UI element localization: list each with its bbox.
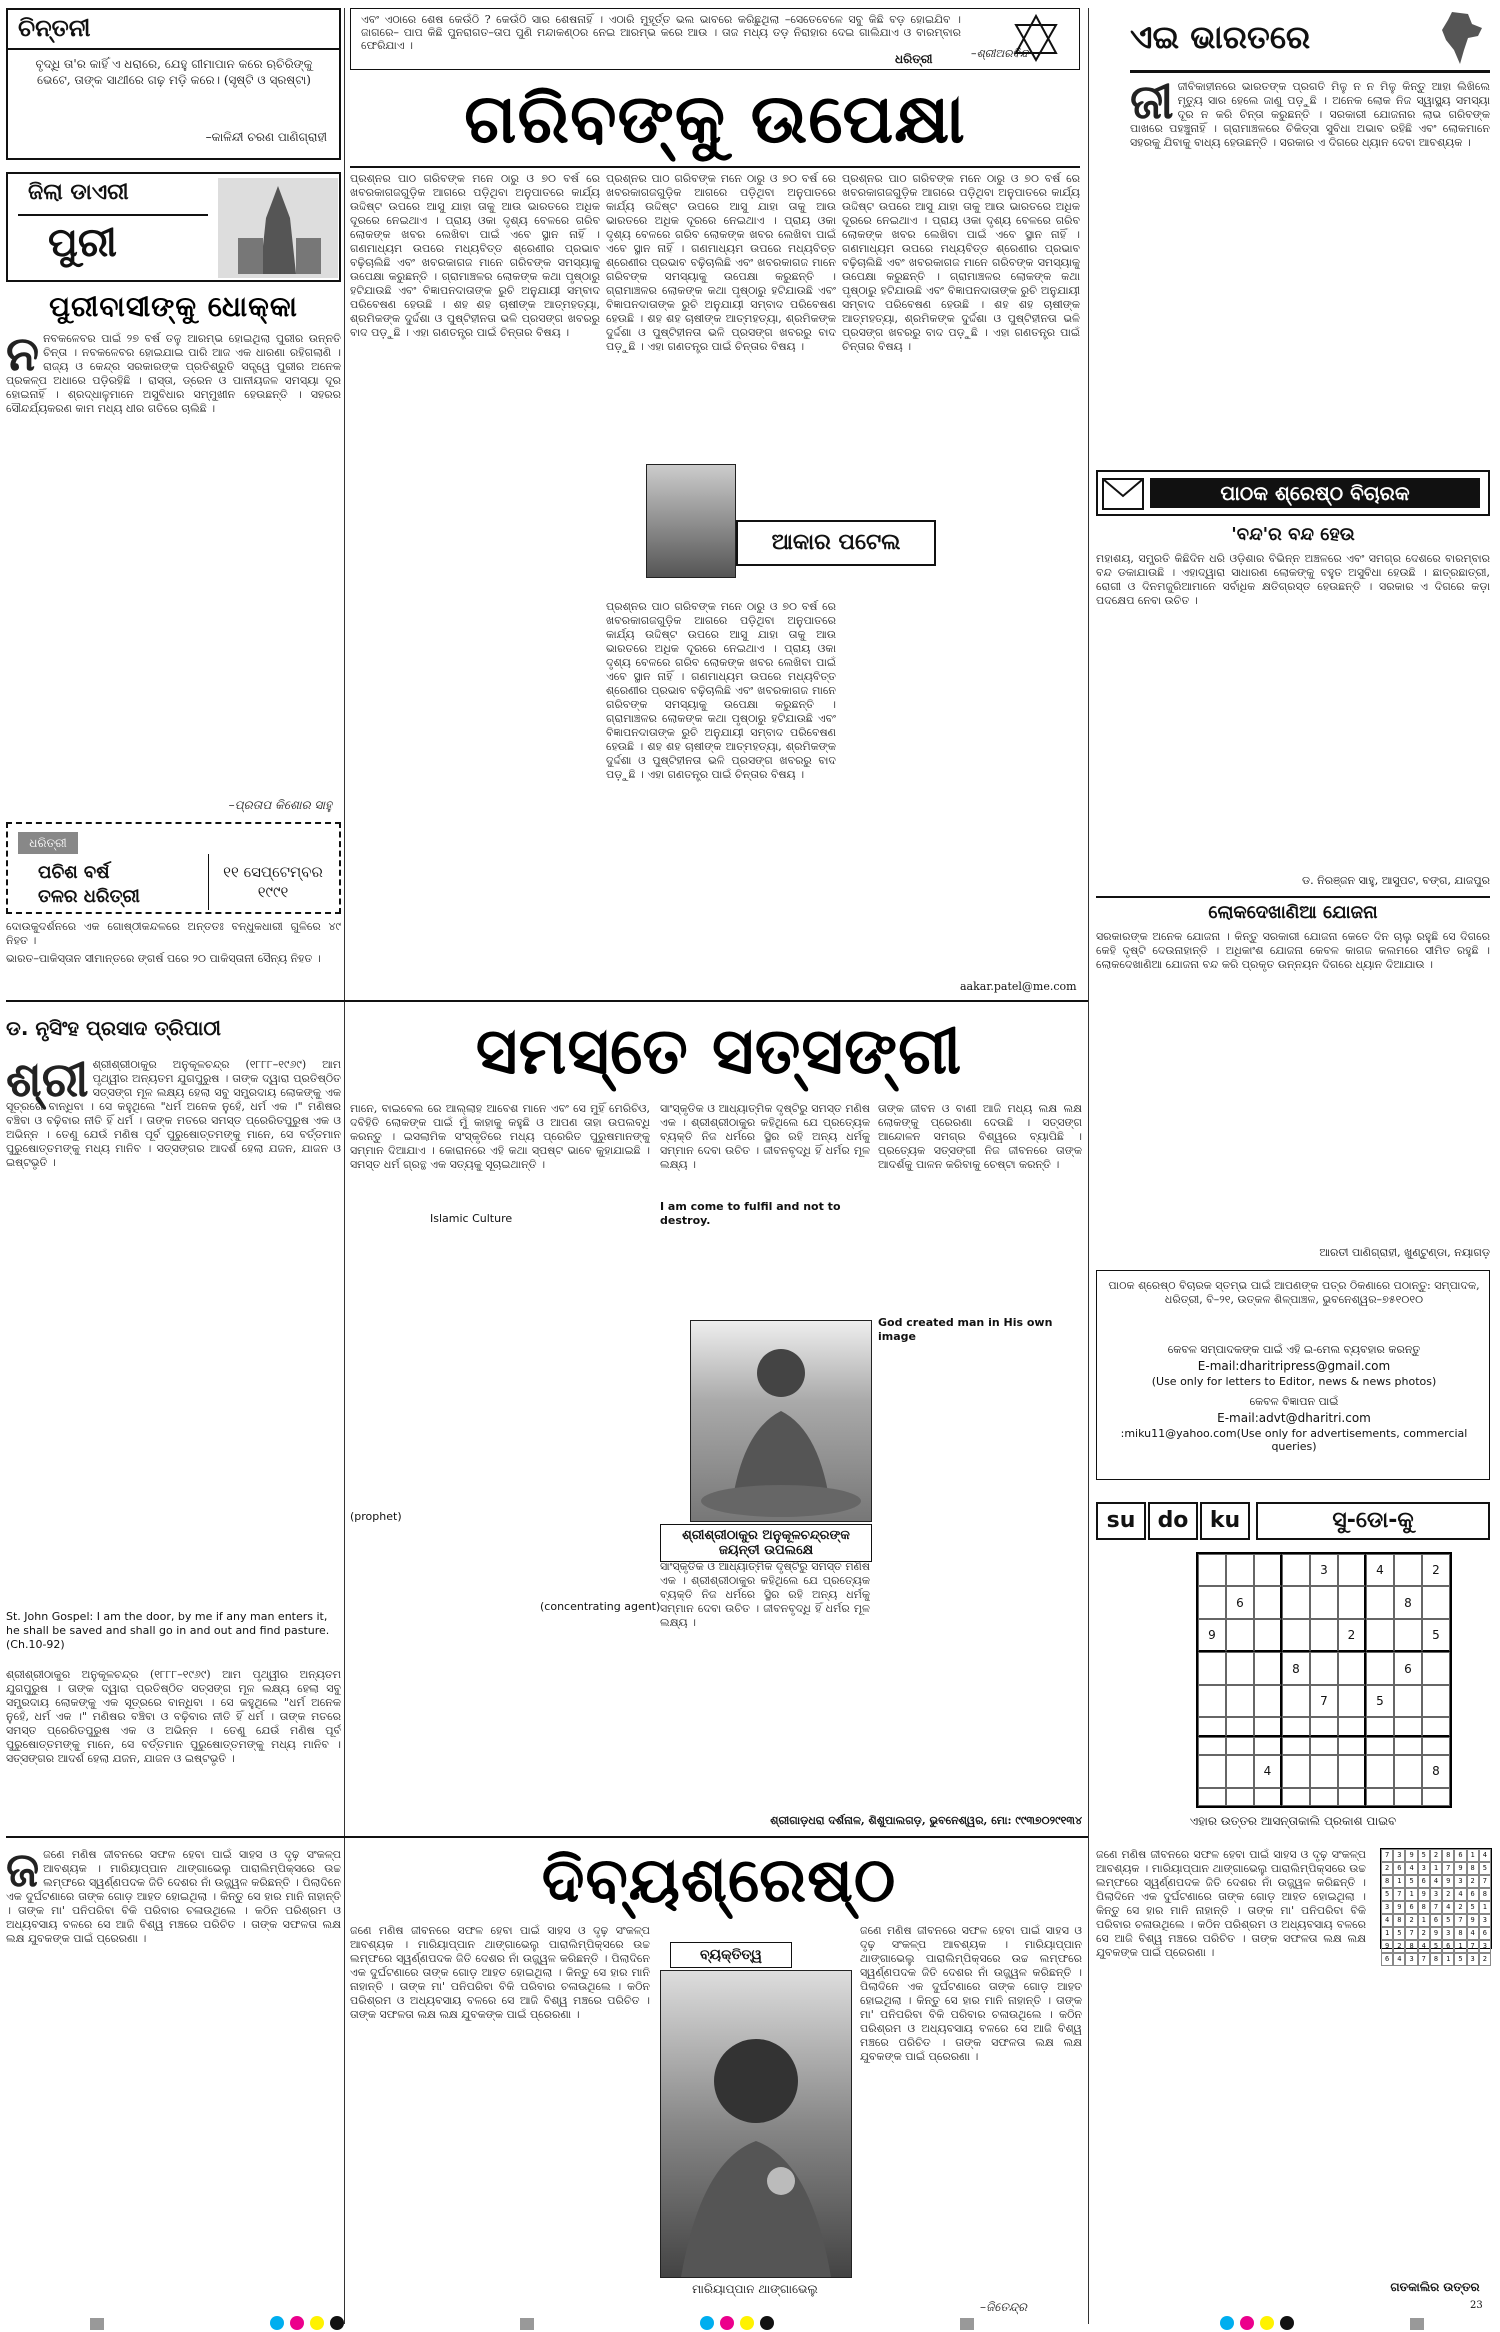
- sudoku-answer-cell: 3: [1442, 1927, 1454, 1940]
- ei-bharat-logo: ଏଇ ଭାରତରେ: [1130, 18, 1311, 56]
- sudoku-cell[interactable]: [1282, 1737, 1310, 1755]
- sudoku-cell[interactable]: [1422, 1586, 1450, 1618]
- zilla-author: –ପ୍ରତାପ କିଶୋର ସାହୁ: [228, 798, 332, 812]
- sudoku-answer-cell: 5: [1479, 1862, 1491, 1875]
- sudoku-answer-cell: 8: [1393, 1914, 1405, 1927]
- sudoku-answer-cell: 6: [1454, 1849, 1466, 1862]
- sudoku-grid[interactable]: [1196, 1552, 1452, 1808]
- contact-intro: ପାଠକ ଶ୍ରେଷ୍ଠ ବିଚାରକ ସ୍ତମ୍ଭ ପାଇଁ ଆପଣଙ୍କ ପତ୍ର ଠିକଣାରେ ପଠାନ୍ତୁ: ସମ୍ପାଦକ, ଧରିତ୍ରୀ, ବି–୨୧, ଉତ୍କଳ ଶିଳ୍ପାଞ୍ଚଳ, ଭୁବନେଶ୍ୱର–୭୫୧୦୧୦: [1108, 1279, 1480, 1306]
- dropcap: ଜ: [6, 1848, 40, 1898]
- sudoku-answer-cell: 9: [1393, 1901, 1405, 1914]
- sudoku-answer-cell: 2: [1430, 1849, 1442, 1862]
- sudoku-answer-cell: 6: [1393, 1862, 1405, 1875]
- sudoku-answer-cell: 8: [1442, 1849, 1454, 1862]
- contact-email-3[interactable]: :miku11@yahoo.com(Use only for advertisements, commercial queries): [1120, 1427, 1468, 1453]
- sudoku-cell[interactable]: 5: [1366, 1685, 1394, 1717]
- pachisha-heading-2: ତଳର ଧରିତ୍ରୀ: [38, 886, 140, 907]
- zilla-label: ଜିଲା ଡାଏରୀ: [28, 180, 129, 205]
- sudoku-answer-cell: 6: [1405, 1901, 1417, 1914]
- pathaka-banner: [1096, 470, 1490, 516]
- sudoku-cell[interactable]: [1198, 1586, 1226, 1618]
- sudoku-answer-cell: 4: [1467, 1927, 1479, 1940]
- sudoku-answer-cell: 8: [1467, 1862, 1479, 1875]
- dharitri-mini-logo: ଧରିତ୍ରୀ: [18, 832, 78, 854]
- sudoku-cell[interactable]: [1394, 1619, 1422, 1652]
- sudoku-cell[interactable]: [1310, 1755, 1338, 1787]
- pachisha-box: [6, 822, 341, 914]
- sudoku-cell[interactable]: [1282, 1554, 1310, 1586]
- registration-mark: [1220, 2316, 1234, 2330]
- sudoku-answer-cell: 7: [1479, 1875, 1491, 1888]
- sudoku-answer-cell: 7: [1442, 1862, 1454, 1875]
- main-col-1: ପ୍ରଶ୍ନର ପାଠ ଗରିବଙ୍କ ମନେ ଠାରୁ ଓ ୭୦ ବର୍ଷ ରେ ଖବରକାଗଜଗୁଡ଼ିକ ଆଗରେ ପଡ଼ିଥିବା ଅନୁପାତରେ କାର୍ଯ୍ୟ ଉଦ୍ଦିଷ୍ଟ ଉପରେ ଆସୁ ଯାହା ତାକୁ ଆଉ ଭାରତରେ ଅଧିକ ଦୂରରେ ନେଇଥାଏ । ପ୍ରାୟ ଓକା ଦୃଶ୍ୟ ବେଳରେ ଗରିବ ଲୋକଙ୍କ ଖବର ଲେଖିବା ପାଇଁ ଏବେ ସ୍ଥାନ ନାହିଁ । ଗଣମାଧ୍ୟମ ଉପରେ ମଧ୍ୟବିତ୍ତ ଶ୍ରେଣୀର ପ୍ରଭାବ ବଢ଼ିଚାଲିଛି ଏବଂ ଖବରକାଗଜ ମାନେ ଗରିବଙ୍କ ସମସ୍ୟାକୁ ଉପେକ୍ଷା କରୁଛନ୍ତି । ଗ୍ରାମାଞ୍ଚଳର ଲୋକଙ୍କ କଥା ପୃଷ୍ଠାରୁ ହଟିଯାଉଛି ଏବଂ ବିଜ୍ଞାପନଦାତାଙ୍କ ରୁଚି ଅନୁଯାୟୀ ସମ୍ବାଦ ପରିବେଷଣ ହେଉଛି । ଶହ ଶହ ଚାଷୀଙ୍କ ଆତ୍ମହତ୍ୟା, ଶ୍ରମିକଙ୍କ ଦୁର୍ଦ୍ଦଶା ଓ ପୁଷ୍ଟିହୀନତା ଭଳି ପ୍ରସଙ୍ଗ ଖବରରୁ ବାଦ ପଡ଼ୁଛି । ଏହା ଗଣତନ୍ତ୍ର ପାଇଁ ଚିନ୍ତାର ବିଷୟ ।: [350, 172, 600, 339]
- sudoku-answer-cell: 8: [1381, 1875, 1393, 1888]
- sudoku-answer-cell: 4: [1430, 1875, 1442, 1888]
- sudoku-cell[interactable]: [1310, 1619, 1338, 1652]
- sudoku-answer-cell: 2: [1393, 1940, 1405, 1953]
- pathaka-title: ପାଠକ ଶ୍ରେଷ୍ଠ ବିଚାରକ: [1150, 478, 1480, 508]
- sudoku-cell[interactable]: [1254, 1619, 1282, 1652]
- sudoku-answer-cell: 3: [1479, 1914, 1491, 1927]
- sudoku-cell[interactable]: [1282, 1685, 1310, 1717]
- sudoku-answer-note: ଏହାର ଉତ୍ତର ଆସନ୍ତାକାଲି ପ୍ରକାଶ ପାଇବ: [1189, 1814, 1397, 1828]
- letter2-text: ସରକାରଙ୍କ ଅନେକ ଯୋଜନା । କିନ୍ତୁ ସରକାରୀ ଯୋଜନା କେତେ ଦିନ ଚାଲୁ ରହୁଛି ସେ ଦିଗରେ କେହି ଦୃଷ୍ଟି ଦେଉନାହାନ୍ତି । ଅଧିକାଂଶ ଯୋଜନା କେବଳ କାଗଜ କଲମରେ ସୀମିତ ରହୁଛି । ଲୋକଦେଖାଣିଆ ଯୋଜନା ବନ୍ଦ କରି ପ୍ରକୃତ ଉନ୍ନୟନ ଦିଗରେ ଧ୍ୟାନ ଦିଆଯାଉ ।: [1096, 930, 1490, 971]
- sudoku-side-text: ଜଣେ ମଣିଷ ଜୀବନରେ ସଫଳ ହେବା ପାଇଁ ସାହସ ଓ ଦୃଢ଼ ସଂକଳ୍ପ ଆବଶ୍ୟକ । ମାରିୟାପ୍ପାନ ଥାଙ୍ଗାଭେଲୁ ପାରାଲିମ୍ପିକ୍‌ସରେ ଉଚ୍ଚ ଲମ୍ଫରେ ସ୍ୱର୍ଣ୍ଣପଦକ ଜିତି ଦେଶର ନାଁ ଉଜ୍ଜ୍ୱଳ କରିଛନ୍ତି । ପିଲାଦିନେ ଏକ ଦୁର୍ଘଟଣାରେ ତାଙ୍କ ଗୋଡ଼ ଆହତ ହୋଇଥିଲା । କିନ୍ତୁ ସେ ହାର ମାନି ନାହାନ୍ତି । ତାଙ୍କ ମା' ପନିପରିବା ବିକି ପରିବାର ଚଳାଉଥିଲେ । କଠିନ ପରିଶ୍ରମ ଓ ଅଧ୍ୟବସାୟ ବଳରେ ସେ ଆଜି ବିଶ୍ୱ ମଞ୍ଚରେ ପରିଚିତ । ତାଙ୍କ ସଫଳତା ଲକ୍ଷ ଲକ୍ଷ ଯୁବକଙ୍କ ପାଇଁ ପ୍ରେରଣା ।: [1096, 1848, 1366, 1959]
- divider: [1088, 8, 1089, 2324]
- sudoku-cell[interactable]: [1254, 1554, 1282, 1586]
- sudoku-answer-cell: 3: [1467, 1953, 1479, 1966]
- divider: [8, 48, 339, 50]
- sudoku-answer-cell: 1: [1479, 1901, 1491, 1914]
- dibya-author: –ଜିତେନ୍ଦ୍ର: [980, 2300, 1028, 2314]
- sudoku-answer-cell: 5: [1418, 1849, 1430, 1862]
- registration-mark: [1240, 2316, 1254, 2330]
- zilla-article: [6, 332, 341, 792]
- sudoku-answer-cell: 7: [1381, 1849, 1393, 1862]
- sudoku-title-en-3: ku: [1200, 1502, 1250, 1540]
- dropcap: ଜୀ: [1130, 80, 1174, 130]
- sudoku-answer-cell: 8: [1405, 1940, 1417, 1953]
- sudoku-cell[interactable]: [1338, 1652, 1366, 1684]
- pachisha-date: ୧୧ ସେପ୍ଟେମ୍ବର ୧୯୯୧: [223, 863, 323, 901]
- ei-bharat-text: ଜୀବିକାହୀନରେ ଭାରତଙ୍କ ପ୍ରଗତି ମିଳୁ ନ ନ ମିଳୁ କିନ୍ତୁ ଆହା ଲିଖିଲେ ମୃତ୍ୟୁ ସାର ହେଲେ ଜାଣୁ ପଡ଼ୁଛି । ଅନେକ ଲୋକ ନିଜ ସ୍ୱାସ୍ଥ୍ୟ ସମସ୍ୟା ଦୂର ନ କରି ଚିନ୍ତା କରୁଛନ୍ତି । ସରକାରୀ ଯୋଜନାର ଲାଭ ଗରିବଙ୍କ ପାଖରେ ପହଞ୍ଚୁନାହିଁ । ଗ୍ରାମାଞ୍ଚଳରେ ଚିକିତ୍ସା ସୁବିଧା ଅଭାବ ରହିଛି ଏବଂ ଲୋକମାନେ ସହରକୁ ଯିବାକୁ ବାଧ୍ୟ ହେଉଛନ୍ତି । ସରକାର ଏ ଦିଗରେ ଧ୍ୟାନ ଦେବା ଆବଶ୍ୟକ ।: [1130, 80, 1490, 149]
- dibya-headline: ଦିବ୍ୟଶ୍ରେଷ୍ଠ: [541, 1843, 897, 1916]
- sudoku-cell[interactable]: 9: [1198, 1619, 1226, 1652]
- sudoku-cell[interactable]: [1366, 1652, 1394, 1684]
- sudoku-cell[interactable]: [1198, 1554, 1226, 1586]
- sudoku-cell[interactable]: [1338, 1685, 1366, 1717]
- page-number: 23: [1470, 2300, 1483, 2311]
- sudoku-answer-cell: 3: [1454, 1875, 1466, 1888]
- sudoku-cell[interactable]: [1338, 1717, 1366, 1736]
- sudoku-answer-cell: 1: [1381, 1927, 1393, 1940]
- registration-mark: [330, 2316, 344, 2330]
- sudoku-cell[interactable]: [1366, 1619, 1394, 1652]
- sudoku-cell[interactable]: [1338, 1554, 1366, 1586]
- sudoku-header: [1096, 1500, 1490, 1540]
- chintani-box: [6, 8, 341, 160]
- sudoku-answer-cell: 2: [1381, 1862, 1393, 1875]
- top-quote-box: [350, 8, 1080, 70]
- sudoku-title-or: ସୁ-ଡୋ-କୁ: [1256, 1502, 1490, 1540]
- divider: [6, 1000, 1088, 1002]
- sudoku-answer-cell: 9: [1454, 1862, 1466, 1875]
- dibya-col-1-text: ଜଣେ ମଣିଷ ଜୀବନରେ ସଫଳ ହେବା ପାଇଁ ସାହସ ଓ ଦୃଢ଼ ସଂକଳ୍ପ ଆବଶ୍ୟକ । ମାରିୟାପ୍ପାନ ଥାଙ୍ଗାଭେଲୁ ପାରାଲିମ୍ପିକ୍‌ସରେ ଉଚ୍ଚ ଲମ୍ଫରେ ସ୍ୱର୍ଣ୍ଣପଦକ ଜିତି ଦେଶର ନାଁ ଉଜ୍ଜ୍ୱଳ କରିଛନ୍ତି । ପିଲାଦିନେ ଏକ ଦୁର୍ଘଟଣାରେ ତାଙ୍କ ଗୋଡ଼ ଆହତ ହୋଇଥିଲା । କିନ୍ତୁ ସେ ହାର ମାନି ନାହାନ୍ତି । ତାଙ୍କ ମା' ପନିପରିବା ବିକି ପରିବାର ଚଳାଉଥିଲେ । କଠିନ ପରିଶ୍ରମ ଓ ଅଧ୍ୟବସାୟ ବଳରେ ସେ ଆଜି ବିଶ୍ୱ ମଞ୍ଚରେ ପରିଚିତ । ତାଙ୍କ ସଫଳତା ଲକ୍ଷ ଲକ୍ଷ ଯୁବକଙ୍କ ପାଇଁ ପ୍ରେରଣା ।: [6, 1848, 341, 1945]
- sudoku-cell[interactable]: [1422, 1737, 1450, 1755]
- sudoku-answer-cell: 5: [1430, 1940, 1442, 1953]
- sudoku-answer-cell: 4: [1479, 1849, 1491, 1862]
- sudoku-cell[interactable]: 8: [1394, 1586, 1422, 1618]
- sudoku-cell[interactable]: [1282, 1755, 1310, 1787]
- sudoku-cell[interactable]: [1254, 1737, 1282, 1755]
- sudoku-cell[interactable]: 8: [1282, 1652, 1310, 1684]
- sudoku-cell[interactable]: [1198, 1788, 1226, 1806]
- sudoku-cell[interactable]: [1198, 1737, 1226, 1755]
- thakur-photo: [690, 1320, 872, 1522]
- sudoku-answer-cell: 1: [1393, 1875, 1405, 1888]
- ei-bharat-article: [1130, 80, 1490, 460]
- sudoku-cell[interactable]: 6: [1394, 1652, 1422, 1684]
- pachisha-item-2: ଭାରତ–ପାକିସ୍ତାନ ସୀମାନ୍ତରେ ଙ୍ଗର୍ଷ ପରେ ୨୦ ପାକିସ୍ତାନୀ ସୈନ୍ୟ ନିହତ ।: [6, 952, 321, 965]
- registration-mark: [760, 2316, 774, 2330]
- sudoku-cell[interactable]: [1422, 1652, 1450, 1684]
- samaste-col-1b: ଶ୍ରୀଶ୍ରୀଠାକୁର ଅନୁକୂଳଚନ୍ଦ୍ର (୧୮୮୮–୧୯୬୯) ଆମ ପୃଥ୍ୱୀର ଅନ୍ୟତମ ଯୁଗପୁରୁଷ । ତାଙ୍କ ଦ୍ୱାରା ପ୍ରତିଷ୍ଠିତ ସତ୍‌ସଙ୍ଗ ମୂଳ ଲକ୍ଷ୍ୟ ହେଲା ସବୁ ସମ୍ପ୍ରଦାୟ ଲୋକଙ୍କୁ ଏକ ସୂତ୍ରରେ ବାନ୍ଧିବା । ସେ କହୁଥିଲେ "ଧର୍ମ ଅନେକ ନୁହେଁ, ଧର୍ମ ଏକ ।" ମଣିଷର ବଞ୍ଚିବା ଓ ବଢ଼ିବାର ନୀତି ହିଁ ଧର୍ମ । ତାଙ୍କ ମତରେ ସମସ୍ତ ପ୍ରେରିତପୁରୁଷ ଏକ ଓ ଅଭିନ୍ନ । ତେଣୁ ଯେଉଁ ମଣିଷ ପୂର୍ବ ପୁରୁଷୋତ୍ତମଙ୍କୁ ମାନେ, ସେ ବର୍ତ୍ତମାନ ପୁରୁଷୋତ୍ତମଙ୍କୁ ମଧ୍ୟ ମାନିବ । ସତ୍‌ସଙ୍ଗର ଆଦର୍ଶ ହେଲା ଯଜନ, ଯାଜନ ଓ ଇଷ୍ଟଭୃତି ।: [6, 1668, 341, 1765]
- sudoku-cell[interactable]: [1422, 1685, 1450, 1717]
- main-col-2b: ପ୍ରଶ୍ନର ପାଠ ଗରିବଙ୍କ ମନେ ଠାରୁ ଓ ୭୦ ବର୍ଷ ରେ ଖବରକାଗଜଗୁଡ଼ିକ ଆଗରେ ପଡ଼ିଥିବା ଅନୁପାତରେ କାର୍ଯ୍ୟ ଉଦ୍ଦିଷ୍ଟ ଉପରେ ଆସୁ ଯାହା ତାକୁ ଆଉ ଭାରତରେ ଅଧିକ ଦୂରରେ ନେଇଥାଏ । ପ୍ରାୟ ଓକା ଦୃଶ୍ୟ ବେଳରେ ଗରିବ ଲୋକଙ୍କ ଖବର ଲେଖିବା ପାଇଁ ଏବେ ସ୍ଥାନ ନାହିଁ । ଗଣମାଧ୍ୟମ ଉପରେ ମଧ୍ୟବିତ୍ତ ଶ୍ରେଣୀର ପ୍ରଭାବ ବଢ଼ିଚାଲିଛି ଏବଂ ଖବରକାଗଜ ମାନେ ଗରିବଙ୍କ ସମସ୍ୟାକୁ ଉପେକ୍ଷା କରୁଛନ୍ତି । ଗ୍ରାମାଞ୍ଚଳର ଲୋକଙ୍କ କଥା ପୃଷ୍ଠାରୁ ହଟିଯାଉଛି ଏବଂ ବିଜ୍ଞାପନଦାତାଙ୍କ ରୁଚି ଅନୁଯାୟୀ ସମ୍ବାଦ ପରିବେଷଣ ହେଉଛି । ଶହ ଶହ ଚାଷୀଙ୍କ ଆତ୍ମହତ୍ୟା, ଶ୍ରମିକଙ୍କ ଦୁର୍ଦ୍ଦଶା ଓ ପୁଷ୍ଟିହୀନତା ଭଳି ପ୍ରସଙ୍ଗ ଖବରରୁ ବାଦ ପଡ଼ୁଛି । ଏହା ଗଣତନ୍ତ୍ର ପାଇଁ ଚିନ୍ତାର ବିଷୟ ।: [606, 600, 836, 781]
- registration-mark: [1410, 2318, 1424, 2330]
- samaste-col-1-text: ଶ୍ରୀଶ୍ରୀଠାକୁର ଅନୁକୂଳଚନ୍ଦ୍ର (୧୮୮୮–୧୯୬୯) ଆମ ପୃଥ୍ୱୀର ଅନ୍ୟତମ ଯୁଗପୁରୁଷ । ତାଙ୍କ ଦ୍ୱାରା ପ୍ରତିଷ୍ଠିତ ସତ୍‌ସଙ୍ଗ ମୂଳ ଲକ୍ଷ୍ୟ ହେଲା ସବୁ ସମ୍ପ୍ରଦାୟ ଲୋକଙ୍କୁ ଏକ ସୂତ୍ରରେ ବାନ୍ଧିବା । ସେ କହୁଥିଲେ "ଧର୍ମ ଅନେକ ନୁହେଁ, ଧର୍ମ ଏକ ।" ମଣିଷର ବଞ୍ଚିବା ଓ ବଢ଼ିବାର ନୀତି ହିଁ ଧର୍ମ । ତାଙ୍କ ମତରେ ସମସ୍ତ ପ୍ରେରିତପୁରୁଷ ଏକ ଓ ଅଭିନ୍ନ । ତେଣୁ ଯେଉଁ ମଣିଷ ପୂର୍ବ ପୁରୁଷୋତ୍ତମଙ୍କୁ ମାନେ, ସେ ବର୍ତ୍ତମାନ ପୁରୁଷୋତ୍ତମଙ୍କୁ ମଧ୍ୟ ମାନିବ । ସତ୍‌ସଙ୍ଗର ଆଦର୍ଶ ହେଲା ଯଜନ, ଯାଜନ ଓ ଇଷ୍ଟଭୃତି ।: [6, 1058, 341, 1169]
- sudoku-answer-cell: 1: [1467, 1849, 1479, 1862]
- sudoku-cell[interactable]: [1226, 1685, 1254, 1717]
- concentrating-label: (concentrating agent): [540, 1600, 661, 1613]
- sudoku-answer-cell: 9: [1418, 1888, 1430, 1901]
- sudoku-answer-cell: 9: [1442, 1875, 1454, 1888]
- islamic-label: Islamic Culture: [430, 1212, 513, 1225]
- sudoku-cell[interactable]: [1366, 1586, 1394, 1618]
- sudoku-answer-grid: [1380, 1848, 1492, 1963]
- sudoku-cell[interactable]: [1282, 1717, 1310, 1736]
- contact-email-1[interactable]: E-mail:dharitripress@gmail.com: [1197, 1359, 1391, 1373]
- sudoku-answer-cell: 7: [1418, 1953, 1430, 1966]
- registration-mark: [700, 2316, 714, 2330]
- sudoku-cell[interactable]: [1366, 1788, 1394, 1806]
- registration-mark: [90, 2318, 104, 2330]
- sudoku-cell[interactable]: [1310, 1717, 1338, 1736]
- sudoku-answer-cell: 3: [1479, 1940, 1491, 1953]
- main-col-2: ପ୍ରଶ୍ନର ପାଠ ଗରିବଙ୍କ ମନେ ଠାରୁ ଓ ୭୦ ବର୍ଷ ରେ ଖବରକାଗଜଗୁଡ଼ିକ ଆଗରେ ପଡ଼ିଥିବା ଅନୁପାତରେ କାର୍ଯ୍ୟ ଉଦ୍ଦିଷ୍ଟ ଉପରେ ଆସୁ ଯାହା ତାକୁ ଆଉ ଭାରତରେ ଅଧିକ ଦୂରରେ ନେଇଥାଏ । ପ୍ରାୟ ଓକା ଦୃଶ୍ୟ ବେଳରେ ଗରିବ ଲୋକଙ୍କ ଖବର ଲେଖିବା ପାଇଁ ଏବେ ସ୍ଥାନ ନାହିଁ । ଗଣମାଧ୍ୟମ ଉପରେ ମଧ୍ୟବିତ୍ତ ଶ୍ରେଣୀର ପ୍ରଭାବ ବଢ଼ିଚାଲିଛି ଏବଂ ଖବରକାଗଜ ମାନେ ଗରିବଙ୍କ ସମସ୍ୟାକୁ ଉପେକ୍ଷା କରୁଛନ୍ତି । ଗ୍ରାମାଞ୍ଚଳର ଲୋକଙ୍କ କଥା ପୃଷ୍ଠାରୁ ହଟିଯାଉଛି ଏବଂ ବିଜ୍ଞାପନଦାତାଙ୍କ ରୁଚି ଅନୁଯାୟୀ ସମ୍ବାଦ ପରିବେଷଣ ହେଉଛି । ଶହ ଶହ ଚାଷୀଙ୍କ ଆତ୍ମହତ୍ୟା, ଶ୍ରମିକଙ୍କ ଦୁର୍ଦ୍ଦଶା ଓ ପୁଷ୍ଟିହୀନତା ଭଳି ପ୍ରସଙ୍ଗ ଖବରରୁ ବାଦ ପଡ଼ୁଛି । ଏହା ଗଣତନ୍ତ୍ର ପାଇଁ ଚିନ୍ତାର ବିଷୟ ।: [606, 172, 836, 353]
- thakur-photo-caption: ଶ୍ରୀଶ୍ରୀଠାକୁର ଅନୁକୂଳଚନ୍ଦ୍ରଙ୍କ ଜୟନ୍ତୀ ଉପଲକ୍ଷେ: [660, 1524, 872, 1562]
- sudoku-cell[interactable]: [1366, 1717, 1394, 1736]
- sudoku-answer-cell: 3: [1418, 1862, 1430, 1875]
- sudoku-answer-cell: 1: [1430, 1862, 1442, 1875]
- paper-logo: ଧରିତ୍ରୀ: [895, 52, 933, 66]
- divider: [350, 166, 1080, 168]
- samaste-quote-en-3: God created man in His own image: [878, 1316, 1082, 1344]
- dibya-col-3: ଜଣେ ମଣିଷ ଜୀବନରେ ସଫଳ ହେବା ପାଇଁ ସାହସ ଓ ଦୃଢ଼ ସଂକଳ୍ପ ଆବଶ୍ୟକ । ମାରିୟାପ୍ପାନ ଥାଙ୍ଗାଭେଲୁ ପାରାଲିମ୍ପିକ୍‌ସରେ ଉଚ୍ଚ ଲମ୍ଫରେ ସ୍ୱର୍ଣ୍ଣପଦକ ଜିତି ଦେଶର ନାଁ ଉଜ୍ଜ୍ୱଳ କରିଛନ୍ତି । ପିଲାଦିନେ ଏକ ଦୁର୍ଘଟଣାରେ ତାଙ୍କ ଗୋଡ଼ ଆହତ ହୋଇଥିଲା । କିନ୍ତୁ ସେ ହାର ମାନି ନାହାନ୍ତି । ତାଙ୍କ ମା' ପନିପରିବା ବିକି ପରିବାର ଚଳାଉଥିଲେ । କଠିନ ପରିଶ୍ରମ ଓ ଅଧ୍ୟବସାୟ ବଳରେ ସେ ଆଜି ବିଶ୍ୱ ମଞ୍ଚରେ ପରିଚିତ । ତାଙ୍କ ସଫଳତା ଲକ୍ଷ ଲକ୍ଷ ଯୁବକଙ୍କ ପାଇଁ ପ୍ରେରଣା ।: [860, 1924, 1082, 2063]
- sudoku-cell[interactable]: [1254, 1685, 1282, 1717]
- sudoku-answer-cell: 9: [1430, 1927, 1442, 1940]
- sudoku-answer-cell: 8: [1479, 1888, 1491, 1901]
- sudoku-answer-cell: 3: [1430, 1888, 1442, 1901]
- contact-email-2[interactable]: E-mail:advt@dharitri.com: [1217, 1411, 1371, 1425]
- athlete-caption: ମାରିୟାପ୍ପାନ ଥାଙ୍ଗାଭେଲୁ: [692, 2282, 818, 2296]
- athlete-photo: [660, 1970, 852, 2278]
- sudoku-cell[interactable]: [1422, 1717, 1450, 1736]
- divider: [208, 854, 209, 910]
- sudoku-answer-cell: 4: [1393, 1953, 1405, 1966]
- sudoku-title-en-1: su: [1096, 1502, 1146, 1540]
- main-col-3: ପ୍ରଶ୍ନର ପାଠ ଗରିବଙ୍କ ମନେ ଠାରୁ ଓ ୭୦ ବର୍ଷ ରେ ଖବରକାଗଜଗୁଡ଼ିକ ଆଗରେ ପଡ଼ିଥିବା ଅନୁପାତରେ କାର୍ଯ୍ୟ ଉଦ୍ଦିଷ୍ଟ ଉପରେ ଆସୁ ଯାହା ତାକୁ ଆଉ ଭାରତରେ ଅଧିକ ଦୂରରେ ନେଇଥାଏ । ପ୍ରାୟ ଓକା ଦୃଶ୍ୟ ବେଳରେ ଗରିବ ଲୋକଙ୍କ ଖବର ଲେଖିବା ପାଇଁ ଏବେ ସ୍ଥାନ ନାହିଁ । ଗଣମାଧ୍ୟମ ଉପରେ ମଧ୍ୟବିତ୍ତ ଶ୍ରେଣୀର ପ୍ରଭାବ ବଢ଼ିଚାଲିଛି ଏବଂ ଖବରକାଗଜ ମାନେ ଗରିବଙ୍କ ସମସ୍ୟାକୁ ଉପେକ୍ଷା କରୁଛନ୍ତି । ଗ୍ରାମାଞ୍ଚଳର ଲୋକଙ୍କ କଥା ପୃଷ୍ଠାରୁ ହଟିଯାଉଛି ଏବଂ ବିଜ୍ଞାପନଦାତାଙ୍କ ରୁଚି ଅନୁଯାୟୀ ସମ୍ବାଦ ପରିବେଷଣ ହେଉଛି । ଶହ ଶହ ଚାଷୀଙ୍କ ଆତ୍ମହତ୍ୟା, ଶ୍ରମିକଙ୍କ ଦୁର୍ଦ୍ଦଶା ଓ ପୁଷ୍ଟିହୀନତା ଭଳି ପ୍ରସଙ୍ଗ ଖବରରୁ ବାଦ ପଡ଼ୁଛି । ଏହା ଗଣତନ୍ତ୍ର ପାଇଁ ଚିନ୍ତାର ବିଷୟ ।: [842, 172, 1080, 353]
- registration-mark: [1280, 2316, 1294, 2330]
- sudoku-cell[interactable]: 2: [1422, 1554, 1450, 1586]
- sudoku-answer-cell: 7: [1454, 1914, 1466, 1927]
- zilla-district: ପୁରୀ: [48, 220, 117, 266]
- sudoku-cell[interactable]: [1366, 1755, 1394, 1787]
- sudoku-answer-cell: 6: [1430, 1914, 1442, 1927]
- sudoku-answer-cell: 6: [1381, 1953, 1393, 1966]
- sudoku-cell[interactable]: [1226, 1554, 1254, 1586]
- sudoku-answer-cell: 1: [1405, 1888, 1417, 1901]
- sudoku-cell[interactable]: [1282, 1788, 1310, 1806]
- contact-box: [1096, 1270, 1490, 1480]
- sudoku-cell[interactable]: [1282, 1586, 1310, 1618]
- top-quote-author: –ଶ୍ରୀଅରବିନ୍ଦ: [971, 47, 1029, 60]
- sudoku-answer-cell: 9: [1467, 1914, 1479, 1927]
- samaste-col-3: ସାଂସ୍କୃତିକ ଓ ଆଧ୍ୟାତ୍ମିକ ଦୃଷ୍ଟିରୁ ସମସ୍ତ ମଣିଷ ଏକ । ଶ୍ରୀଶ୍ରୀଠାକୁର କହିଥିଲେ ଯେ ପ୍ରତ୍ୟେକ ବ୍ୟକ୍ତି ନିଜ ଧର୍ମରେ ସ୍ଥିର ରହି ଅନ୍ୟ ଧର୍ମକୁ ସମ୍ମାନ ଦେବା ଉଚିତ । ଜୀବନବୃଦ୍ଧି ହିଁ ଧର୍ମର ମୂଳ ଲକ୍ଷ୍ୟ ।: [660, 1102, 870, 1171]
- samaste-col-1: [6, 1058, 341, 1608]
- sudoku-answer-cell: 4: [1381, 1914, 1393, 1927]
- sudoku-answer-cell: 5: [1467, 1901, 1479, 1914]
- sudoku-cell[interactable]: 5: [1422, 1619, 1450, 1652]
- sudoku-cell[interactable]: [1198, 1717, 1226, 1736]
- sudoku-answer-cell: 3: [1405, 1953, 1417, 1966]
- sudoku-answer-cell: 2: [1442, 1888, 1454, 1901]
- sudoku-cell[interactable]: [1394, 1554, 1422, 1586]
- sudoku-cell[interactable]: [1226, 1652, 1254, 1684]
- sudoku-answer-cell: 5: [1442, 1914, 1454, 1927]
- dibya-tag: ବ୍ୟକ୍ତିତ୍ୱ: [670, 1942, 792, 1968]
- sudoku-cell[interactable]: [1338, 1737, 1366, 1755]
- sudoku-cell[interactable]: [1226, 1717, 1254, 1736]
- samaste-footer: ଶ୍ରୀଗାଡ଼ଧରା ଦର୍ଶନାଳ, ଶିଶୁପାଲଗଡ଼, ଭୁବନେଶ୍ୱର, ମୋ: ୯୯୩୭୦୨୯୧୩୪: [770, 1814, 1082, 1827]
- pachisha-heading-1: ପଚିଶ ବର୍ଷ: [38, 862, 110, 883]
- sudoku-answer-cell: 8: [1454, 1927, 1466, 1940]
- samaste-col-4: ତାଙ୍କ ଜୀବନ ଓ ବାଣୀ ଆଜି ମଧ୍ୟ ଲକ୍ଷ ଲକ୍ଷ ଲୋକଙ୍କୁ ପ୍ରେରଣା ଦେଉଛି । ସତ୍‌ସଙ୍ଗ ଆନ୍ଦୋଳନ ସମଗ୍ର ବିଶ୍ୱରେ ବ୍ୟାପିଛି । ପ୍ରତ୍ୟେକ ସତ୍‌ସଙ୍ଗୀ ନିଜ ଜୀବନରେ ତାଙ୍କ ଆଦର୍ଶକୁ ପାଳନ କରିବାକୁ ଚେଷ୍ଟା କରନ୍ତି ।: [878, 1102, 1082, 1171]
- columnist-photo: [646, 464, 736, 578]
- zilla-headline: ପୁରୀବାସୀଙ୍କୁ ଧୋକ୍କା: [49, 290, 298, 323]
- letter2-author: ଆରତୀ ପାଣିଗ୍ରାହୀ, ଖୁଣ୍ଟୁଣ୍ଡା, ନୟାଗଡ଼: [1319, 1246, 1490, 1259]
- sudoku-answer-cell: 6: [1467, 1888, 1479, 1901]
- sudoku-cell[interactable]: [1422, 1788, 1450, 1806]
- prophet-label: (prophet): [350, 1510, 402, 1523]
- samaste-quote-en-2: I am come to fulfil and not to destroy.: [660, 1200, 870, 1228]
- registration-mark: [740, 2316, 754, 2330]
- ei-bharat-header: [1130, 8, 1490, 73]
- sudoku-answer-cell: 2: [1405, 1914, 1417, 1927]
- registration-mark: [720, 2316, 734, 2330]
- sudoku-last-answer-label: ଗତକାଲିର ଉତ୍ତର: [1390, 2280, 1480, 2294]
- samaste-headline: ସମସ୍ତେ ସତ୍‌ସଙ୍ଗୀ: [475, 1015, 963, 1089]
- sudoku-answer-cell: 7: [1430, 1901, 1442, 1914]
- sudoku-answer-cell: 1: [1454, 1940, 1466, 1953]
- sudoku-cell[interactable]: 6: [1226, 1586, 1254, 1618]
- sudoku-answer-cell: 1: [1418, 1914, 1430, 1927]
- sudoku-cell[interactable]: [1310, 1737, 1338, 1755]
- sudoku-answer-cell: 6: [1418, 1875, 1430, 1888]
- sudoku-cell[interactable]: [1254, 1788, 1282, 1806]
- sudoku-answer-cell: 5: [1381, 1888, 1393, 1901]
- sudoku-cell[interactable]: [1338, 1586, 1366, 1618]
- samaste-byline: ଡ. ନୃସିଂହ ପ୍ରସାଦ ତ୍ରିପାଠୀ: [6, 1016, 222, 1040]
- sudoku-answer-cell: 8: [1430, 1953, 1442, 1966]
- contact-email-label: କେବଳ ସମ୍ପାଦକଙ୍କ ପାଇଁ ଏହି ଇ-ମେଲ ବ୍ୟବହାର କରନ୍ତୁ: [1167, 1343, 1421, 1356]
- sudoku-answer-cell: 6: [1479, 1927, 1491, 1940]
- chintani-author: –କାଳିନ୍ଦୀ ଚରଣ ପାଣିଗ୍ରାହୀ: [205, 130, 327, 144]
- contact-ad-label: କେବଳ ବିଜ୍ଞାପନ ପାଇଁ: [1249, 1395, 1339, 1408]
- sudoku-cell[interactable]: [1198, 1755, 1226, 1787]
- sudoku-answer-cell: 7: [1467, 1940, 1479, 1953]
- main-email[interactable]: aakar.patel@me.com: [960, 980, 1077, 993]
- sudoku-answer-cell: 7: [1393, 1888, 1405, 1901]
- dibya-col-2: ଜଣେ ମଣିଷ ଜୀବନରେ ସଫଳ ହେବା ପାଇଁ ସାହସ ଓ ଦୃଢ଼ ସଂକଳ୍ପ ଆବଶ୍ୟକ । ମାରିୟାପ୍ପାନ ଥାଙ୍ଗାଭେଲୁ ପାରାଲିମ୍ପିକ୍‌ସରେ ଉଚ୍ଚ ଲମ୍ଫରେ ସ୍ୱର୍ଣ୍ଣପଦକ ଜିତି ଦେଶର ନାଁ ଉଜ୍ଜ୍ୱଳ କରିଛନ୍ତି । ପିଲାଦିନେ ଏକ ଦୁର୍ଘଟଣାରେ ତାଙ୍କ ଗୋଡ଼ ଆହତ ହୋଇଥିଲା । କିନ୍ତୁ ସେ ହାର ମାନି ନାହାନ୍ତି । ତାଙ୍କ ମା' ପନିପରିବା ବିକି ପରିବାର ଚଳାଉଥିଲେ । କଠିନ ପରିଶ୍ରମ ଓ ଅଧ୍ୟବସାୟ ବଳରେ ସେ ଆଜି ବିଶ୍ୱ ମଞ୍ଚରେ ପରିଚିତ । ତାଙ୍କ ସଫଳତା ଲକ୍ଷ ଲକ୍ଷ ଯୁବକଙ୍କ ପାଇଁ ପ୍ରେରଣା ।: [350, 1924, 650, 2021]
- sudoku-cell[interactable]: [1394, 1755, 1422, 1787]
- sudoku-cell[interactable]: [1338, 1788, 1366, 1806]
- sudoku-answer-cell: 4: [1405, 1862, 1417, 1875]
- sudoku-cell[interactable]: [1310, 1652, 1338, 1684]
- registration-mark: [960, 2318, 974, 2330]
- sudoku-answer-cell: 9: [1381, 1940, 1393, 1953]
- sudoku-title-en-2: do: [1148, 1502, 1198, 1540]
- sudoku-answer-cell: 7: [1405, 1927, 1417, 1940]
- sudoku-cell[interactable]: [1198, 1652, 1226, 1684]
- letter1-text: ମହାଶୟ, ସମ୍ପ୍ରତି କିଛିଦିନ ଧରି ଓଡ଼ିଶାର ବିଭିନ୍ନ ଅଞ୍ଚଳରେ ଏବଂ ସମଗ୍ର ଦେଶରେ ବାରମ୍ବାର ବନ୍ଦ ଡକାଯାଉଛି । ଏହାଦ୍ୱାରା ସାଧାରଣ ଲୋକଙ୍କୁ ବହୁତ ଅସୁବିଧା ହେଉଛି । ଛାତ୍ରଛାତ୍ରୀ, ରୋଗୀ ଓ ଦିନମଜୁରିଆମାନେ ସର୍ବାଧିକ କ୍ଷତିଗ୍ରସ୍ତ ହେଉଛନ୍ତି । ସରକାର ଏ ଦିଗରେ କଡ଼ା ପଦକ୍ଷେପ ନେବା ଉଚିତ ।: [1096, 552, 1490, 607]
- sudoku-cell[interactable]: [1198, 1685, 1226, 1717]
- sudoku-answer-cell: 3: [1381, 1901, 1393, 1914]
- india-map-icon: [1438, 10, 1486, 66]
- dropcap: ନ: [6, 332, 40, 382]
- samaste-col-3b: ସାଂସ୍କୃତିକ ଓ ଆଧ୍ୟାତ୍ମିକ ଦୃଷ୍ଟିରୁ ସମସ୍ତ ମଣିଷ ଏକ । ଶ୍ରୀଶ୍ରୀଠାକୁର କହିଥିଲେ ଯେ ପ୍ରତ୍ୟେକ ବ୍ୟକ୍ତି ନିଜ ଧର୍ମରେ ସ୍ଥିର ରହି ଅନ୍ୟ ଧର୍ମକୁ ସମ୍ମାନ ଦେବା ଉଚିତ । ଜୀବନବୃଦ୍ଧି ହିଁ ଧର୍ମର ମୂଳ ଲକ୍ଷ୍ୟ ।: [660, 1560, 870, 1629]
- sudoku-cell[interactable]: 3: [1310, 1554, 1338, 1586]
- sudoku-answer-cell: 2: [1418, 1927, 1430, 1940]
- sudoku-answer-cell: 3: [1393, 1849, 1405, 1862]
- sudoku-answer-cell: 4: [1442, 1901, 1454, 1914]
- envelope-icon: [1102, 478, 1144, 510]
- sudoku-cell[interactable]: 4: [1254, 1755, 1282, 1787]
- sudoku-cell[interactable]: [1226, 1788, 1254, 1806]
- sudoku-cell[interactable]: 4: [1366, 1554, 1394, 1586]
- registration-mark: [290, 2316, 304, 2330]
- samaste-quote-en-1: St. John Gospel: I am the door, by me if any man enters it, he shall be saved and shall go in and out and find pasture. (Ch.10-92): [6, 1610, 330, 1651]
- registration-mark: [310, 2316, 324, 2330]
- sudoku-cell[interactable]: [1366, 1737, 1394, 1755]
- contact-email-1-note: (Use only for letters to Editor, news & news photos): [1151, 1375, 1437, 1388]
- sudoku-cell[interactable]: [1226, 1755, 1254, 1787]
- registration-mark: [270, 2316, 284, 2330]
- sudoku-cell[interactable]: [1254, 1717, 1282, 1736]
- divider: [18, 214, 208, 216]
- sudoku-answer-cell: 2: [1467, 1875, 1479, 1888]
- registration-mark: [520, 2318, 534, 2330]
- sudoku-answer-cell: 1: [1442, 1953, 1454, 1966]
- sudoku-cell[interactable]: [1394, 1788, 1422, 1806]
- sudoku-answer-cell: 4: [1418, 1940, 1430, 1953]
- samaste-col-2: ମାନେ, ବାଇବେଲ ରେ ଆଲ୍ଲାହ ଆବେଶ ମାନେ ଏବଂ ସେ ମୁହିଁ ମେରିଚିଓ, ଦବିହିତି ଲୋକଙ୍କ ପାଇଁ ମୁଁ କାହାକୁ କହୁଛି ଓ ଆପଣ ତାହା ଉପଲବ୍ଧି କରନ୍ତୁ । ଇସଲାମିକ ସଂସ୍କୃତିରେ ମଧ୍ୟ ପ୍ରେରିତ ପୁରୁଷମାନଙ୍କୁ ସମ୍ମାନ ଦିଆଯାଏ । କୋରାନରେ ଏହି କଥା ସ୍ପଷ୍ଟ ଭାବେ କୁହାଯାଇଛି । ସମସ୍ତ ଧର୍ମ ଗ୍ରନ୍ଥ ଏକ ସତ୍ୟକୁ ସୂଚାଇଥାନ୍ତି ।: [350, 1102, 650, 1171]
- sudoku-cell[interactable]: [1310, 1586, 1338, 1618]
- sudoku-cell[interactable]: [1394, 1717, 1422, 1736]
- registration-mark: [1260, 2316, 1274, 2330]
- chintani-title: ଚିନ୍ତନୀ: [18, 14, 91, 42]
- dibya-col-1: [6, 1848, 341, 2318]
- sudoku-cell[interactable]: [1226, 1619, 1254, 1652]
- zilla-text: ନବକଳେବର ପାଇଁ ୨୭ ବର୍ଷ ତଳୁ ଆରମ୍ଭ ହୋଇଥିଲା ପୁରୀର ଉନ୍ନତି ଚିନ୍ତା । ନବକଳେବର ହୋଇଯାଇ ପାରି ଆଜ ଏକ ଧାରଣା ରହିଗଲାଣି । ରାଜ୍ୟ ଓ କେନ୍ଦ୍ର ସରକାରଙ୍କ ପ୍ରତିଶ୍ରୁତି ସତ୍ତ୍ୱେ ପୁରୀର ଅନେକ ପ୍ରକଳ୍ପ ଅଧାରେ ପଡ଼ିରହିଛି । ରାସ୍ତା, ଡ୍ରେନ ଓ ପାନୀୟଜଳ ସମସ୍ୟା ଦୂର ହୋଇନାହିଁ । ଶ୍ରଦ୍ଧାଳୁମାନେ ଅସୁବିଧାର ସମ୍ମୁଖୀନ ହେଉଛନ୍ତି । ସହରର ସୌନ୍ଦର୍ଯ୍ୟକରଣ କାମ ମଧ୍ୟ ଧୀର ଗତିରେ ଚାଲିଛି ।: [6, 332, 341, 415]
- sudoku-cell[interactable]: [1282, 1619, 1310, 1652]
- top-quote: ଏବଂ ଏଠାରେ ଶେଷ କେଉଁଠି ? କେଉଁଠି ସାର ଶେଷନାହିଁ । ଏଠାରି ମୁହୂର୍ତ୍ତ ଭଲ ଭାବରେ କରିଛୁଥିଲା –ସେତେବେଳେ ସବୁ କିଛି ବଡ଼ ହୋଇଯିବ । ଜାଗରେ– ପାପ କିଛି ପୁନରାଗତ–ତାପ ପୁଣି ମନ୍ଦାକଣ୍ଠର ନେଇ ଆରମ୍ଭ କରେ ଆଉ । ତାଜ ମଧ୍ୟ ତଡ଼ ନିରାହାର ଦେଇ ଗାଲିଯାଏ ଓ ବାରମ୍ବାର ଫେରିଯାଏ ।: [361, 13, 961, 52]
- letter1-author: ଡ. ନିରଞ୍ଜନ ସାହୁ, ଆସୁପଟ, ବଙ୍ଗ, ଯାଜପୁର: [1302, 874, 1490, 887]
- sudoku-answer-cell: 9: [1405, 1849, 1417, 1862]
- sudoku-answer-cell: 2: [1479, 1953, 1491, 1966]
- sudoku-answer-cell: 5: [1405, 1875, 1417, 1888]
- letter1-title: 'ବନ୍ଦ'ର ବନ୍ଦ ହେଉ: [1231, 524, 1355, 545]
- dharitri-emblem-icon: [1011, 13, 1061, 63]
- sudoku-cell[interactable]: [1254, 1652, 1282, 1684]
- sudoku-answer-cell: 8: [1418, 1901, 1430, 1914]
- sudoku-cell[interactable]: [1254, 1586, 1282, 1618]
- sudoku-cell[interactable]: 2: [1338, 1619, 1366, 1652]
- sudoku-answer-cell: 6: [1442, 1940, 1454, 1953]
- sudoku-cell[interactable]: [1394, 1685, 1422, 1717]
- sudoku-answer-cell: 4: [1454, 1888, 1466, 1901]
- sudoku-answer-cell: 5: [1454, 1953, 1466, 1966]
- columnist-name: ଆକାର ପଟେଲ: [736, 520, 936, 566]
- sudoku-cell[interactable]: [1226, 1737, 1254, 1755]
- divider: [6, 1836, 1088, 1838]
- sudoku-cell[interactable]: [1338, 1755, 1366, 1787]
- temple-icon: [218, 178, 338, 278]
- sudoku-answer-cell: 2: [1454, 1901, 1466, 1914]
- pachisha-item-1: ଦୋଉକୁଦର୍ଶନରେ ଏକ ଗୋଷ୍ଠୀକନ୍ଦଳରେ ଅନ୍ତତଃ ବନ୍ଧୁକଧାରୀ ଗୁଳିରେ ୪୯ ନିହତ ।: [6, 920, 341, 947]
- letter2-title: ଲୋକଦେଖାଣିଆ ଯୋଜନା: [1096, 896, 1490, 923]
- divider: [344, 8, 345, 2324]
- sudoku-cell[interactable]: [1394, 1737, 1422, 1755]
- dropcap: ଶ୍ରୀ: [6, 1058, 89, 1108]
- sudoku-cell[interactable]: [1310, 1788, 1338, 1806]
- sudoku-cell[interactable]: 7: [1310, 1685, 1338, 1717]
- sudoku-answer-cell: 5: [1393, 1927, 1405, 1940]
- chintani-quote: ବୃଦ୍ଧି ତା'ର କାହିଁ ଏ ଧରାରେ, ଯେହୁ ଗୀମାପାନ କରେ ଋଚିରିଙ୍କୁ ଭେଟେ, ତାଙ୍କ ସାଥୀରେ ଗଢ଼ ମଡ଼ି କରେ। (ସୃଷ୍ଟି ଓ ସ୍ରଷ୍ଟା): [35, 57, 313, 87]
- main-headline: ଗରିବଙ୍କୁ ଉପେକ୍ଷା: [464, 80, 966, 159]
- zilla-box: [6, 172, 341, 282]
- sudoku-cell[interactable]: 8: [1422, 1755, 1450, 1787]
